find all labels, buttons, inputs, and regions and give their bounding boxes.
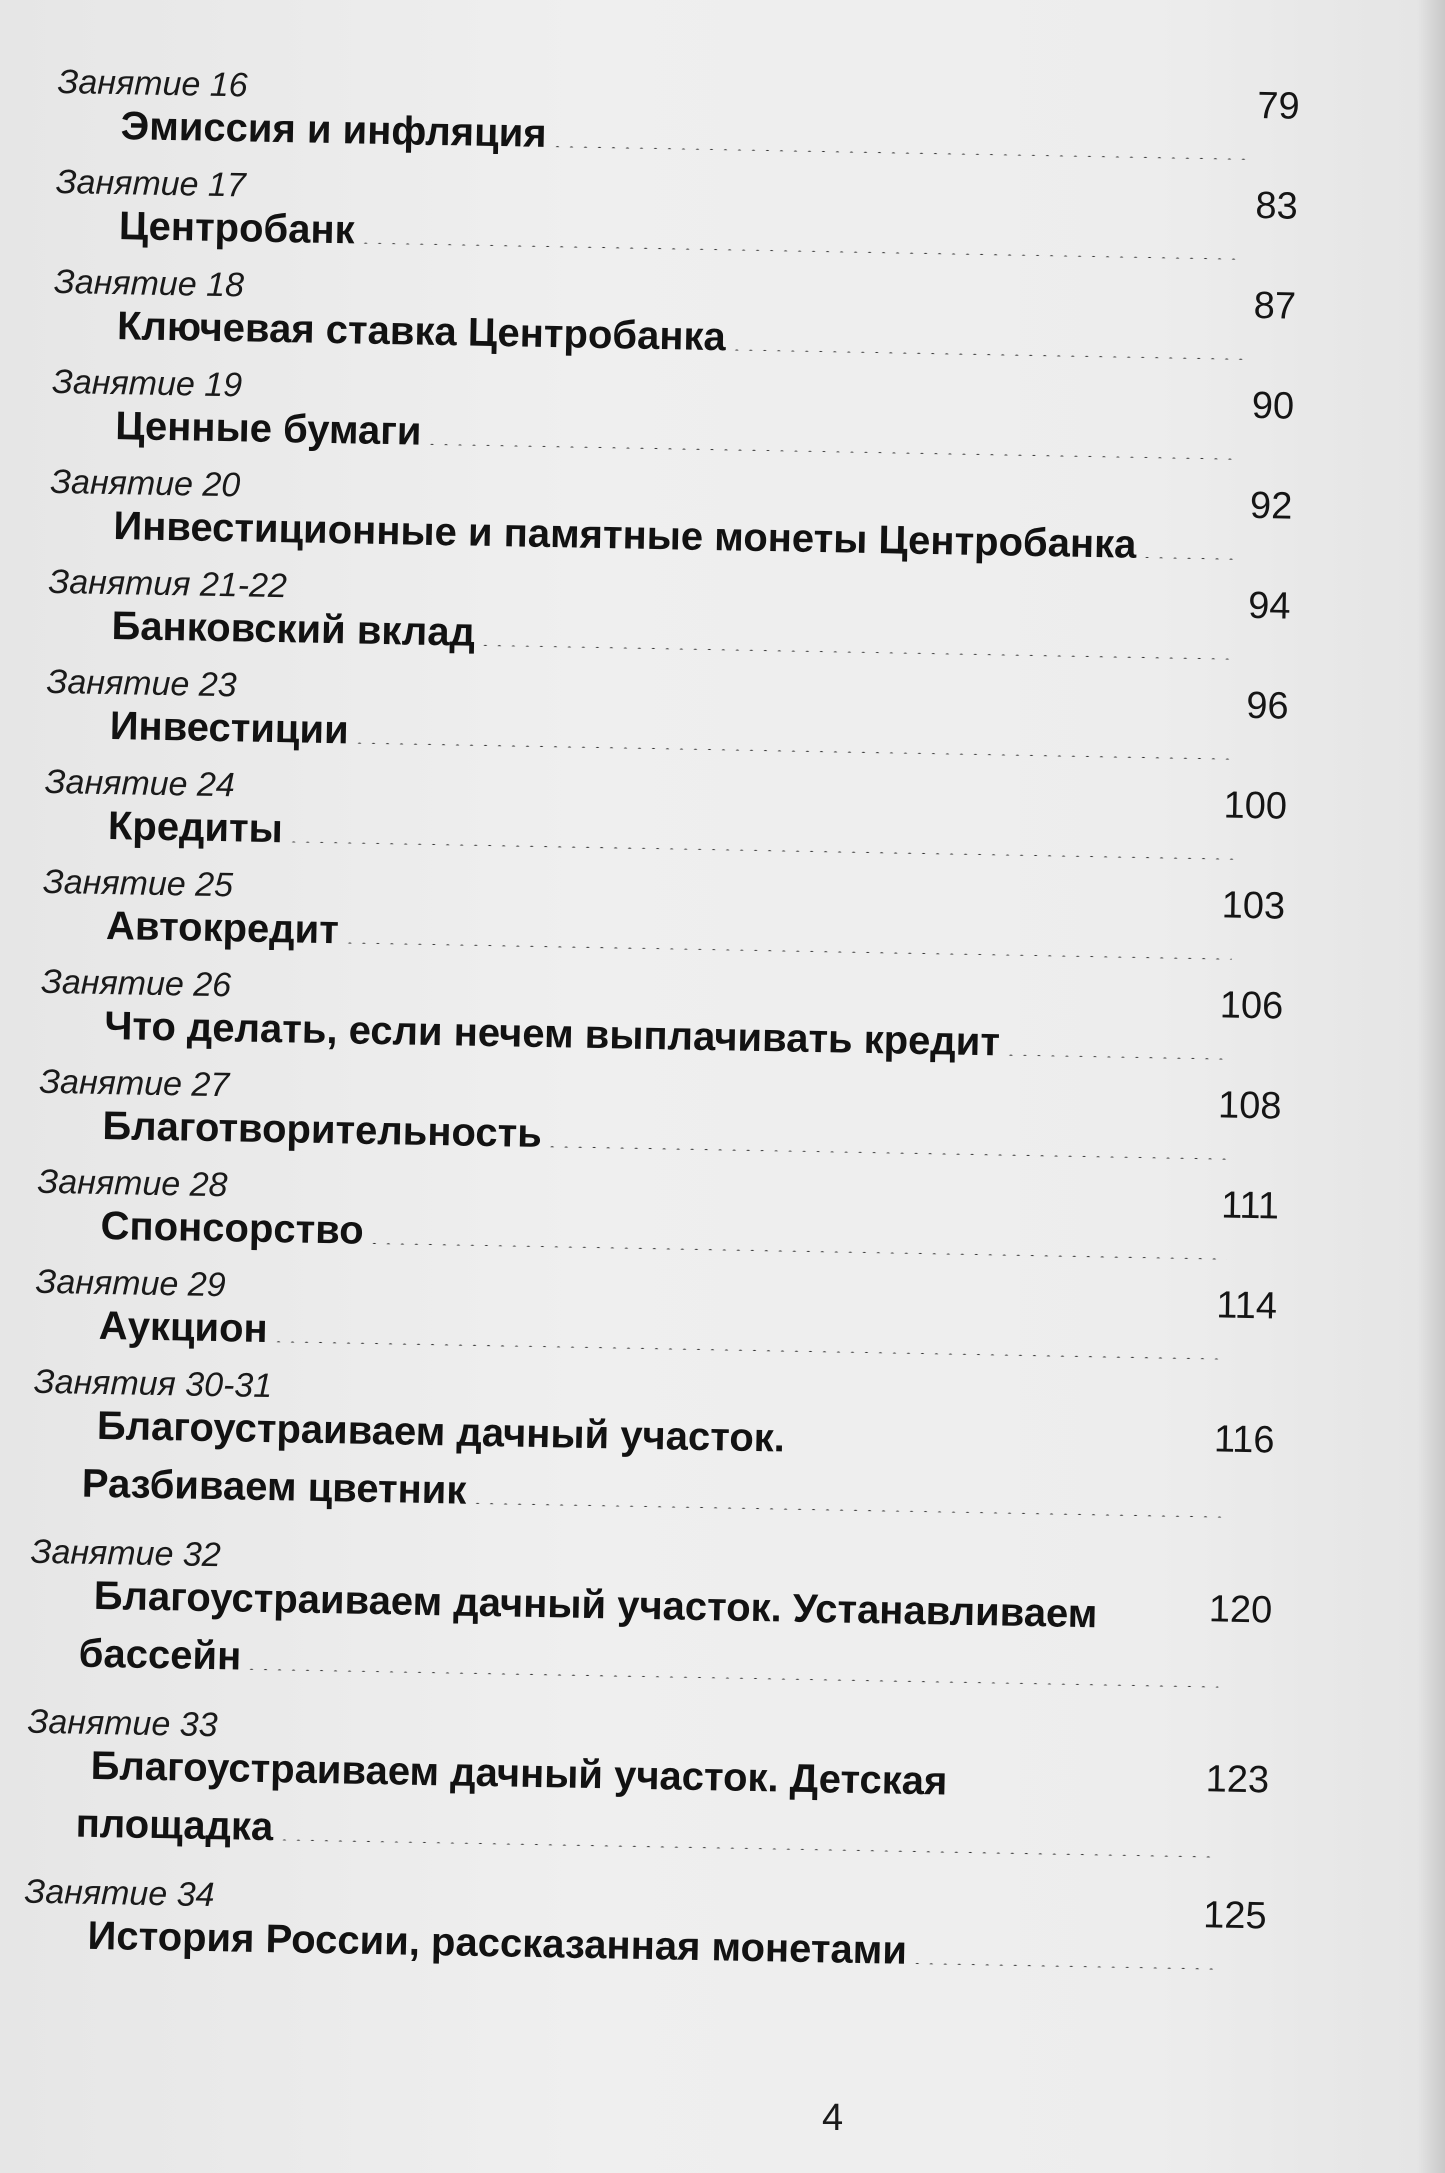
page-edge-shadow xyxy=(1417,0,1445,2173)
lesson-title: Банковский вклад xyxy=(111,604,476,655)
lesson-label: Занятие 20 xyxy=(49,462,241,505)
lesson-title: История России, рассказанная монетами xyxy=(87,1913,908,1973)
dot-leader xyxy=(343,929,1232,959)
toc-page-number: 79 xyxy=(1256,84,1301,128)
lesson-label: Занятия 30-31 xyxy=(33,1362,273,1406)
dot-leader xyxy=(353,729,1236,759)
dot-leader xyxy=(910,1950,1213,1970)
lesson-title: Аукцион xyxy=(98,1303,269,1352)
toc-page-number: 96 xyxy=(1245,684,1290,728)
lesson-title: Эмиссия и инфляция xyxy=(120,104,548,156)
lesson-title: Благоустраиваем дачный участок. xyxy=(96,1403,786,1461)
lesson-title: Центробанк xyxy=(118,204,356,253)
dot-leader xyxy=(550,133,1246,160)
lesson-label: Занятие 33 xyxy=(27,1702,218,1745)
lesson-title: Кредиты xyxy=(107,804,284,852)
lesson-title: Благоустраиваем дачный участок. Устанавливаем xyxy=(93,1573,1098,1637)
toc-page-number: 83 xyxy=(1255,184,1299,228)
dot-leader xyxy=(277,1826,1215,1857)
lesson-label: Занятие 27 xyxy=(38,1062,230,1105)
lesson-title: Автокредит xyxy=(105,903,340,953)
toc-page-number: 114 xyxy=(1215,1284,1278,1328)
lesson-label: Занятие 26 xyxy=(40,962,232,1005)
lesson-title: Благоустраиваем дачный участок. Детская xyxy=(90,1743,948,1804)
lesson-title: Инвестиции xyxy=(109,704,350,753)
lesson-title-continuation: Разбиваем цветник xyxy=(81,1461,467,1513)
toc-page-number: 116 xyxy=(1213,1418,1275,1462)
lesson-label: Занятие 32 xyxy=(30,1532,222,1575)
toc-page-number: 111 xyxy=(1220,1184,1280,1228)
lesson-label: Занятие 18 xyxy=(53,262,245,305)
dot-leader xyxy=(367,1230,1226,1260)
dot-leader xyxy=(245,1656,1219,1688)
dot-leader xyxy=(272,1328,1225,1359)
dot-leader xyxy=(1004,1041,1230,1059)
lesson-title: Спонсорство xyxy=(100,1203,365,1253)
toc-page-number: 94 xyxy=(1247,584,1291,628)
dot-leader xyxy=(287,828,1234,859)
dot-leader xyxy=(471,1490,1222,1518)
toc-page-number: 103 xyxy=(1221,884,1286,928)
lesson-label: Занятие 23 xyxy=(46,662,237,705)
lesson-title: Инвестиционные и памятные монеты Центробанка xyxy=(113,504,1137,567)
lesson-label: Занятие 17 xyxy=(55,162,247,205)
lesson-title: Что делать, если нечем выплачивать кредит xyxy=(103,1003,1001,1065)
toc-page-number: 87 xyxy=(1253,284,1297,328)
dot-leader xyxy=(359,230,1245,260)
toc-page-number: 92 xyxy=(1249,484,1293,528)
lesson-title-continuation: бассейн xyxy=(78,1631,242,1679)
lesson-label: Занятие 29 xyxy=(35,1262,226,1305)
lesson-label: Занятие 24 xyxy=(44,762,236,805)
dot-leader xyxy=(730,336,1243,359)
lesson-label: Занятие 25 xyxy=(42,862,234,905)
lesson-label: Занятия 21-22 xyxy=(48,562,288,606)
lesson-label: Занятие 28 xyxy=(37,1162,228,1205)
dot-leader xyxy=(425,431,1241,460)
page-number: 4 xyxy=(822,2097,844,2139)
dot-leader xyxy=(478,632,1237,660)
lesson-label: Занятие 34 xyxy=(24,1872,215,1915)
lesson-label: Занятие 16 xyxy=(57,62,248,105)
toc-page-number: 90 xyxy=(1251,384,1295,428)
dot-leader xyxy=(1140,544,1239,560)
lesson-label: Занятие 19 xyxy=(51,362,243,405)
toc-page-number: 108 xyxy=(1217,1084,1282,1128)
toc-page-number: 123 xyxy=(1205,1758,1270,1802)
toc-page-number: 120 xyxy=(1208,1588,1273,1632)
toc-page-number: 106 xyxy=(1219,984,1284,1028)
lesson-title: Ключевая ставка Центробанка xyxy=(116,304,727,360)
toc-page-number: 125 xyxy=(1202,1894,1267,1938)
dot-leader xyxy=(545,1133,1228,1160)
toc-page-number: 100 xyxy=(1223,784,1288,828)
lesson-title: Ценные бумаги xyxy=(114,404,422,454)
lesson-title: Благотворительность xyxy=(102,1103,543,1157)
lesson-title-continuation: площадка xyxy=(75,1801,274,1850)
